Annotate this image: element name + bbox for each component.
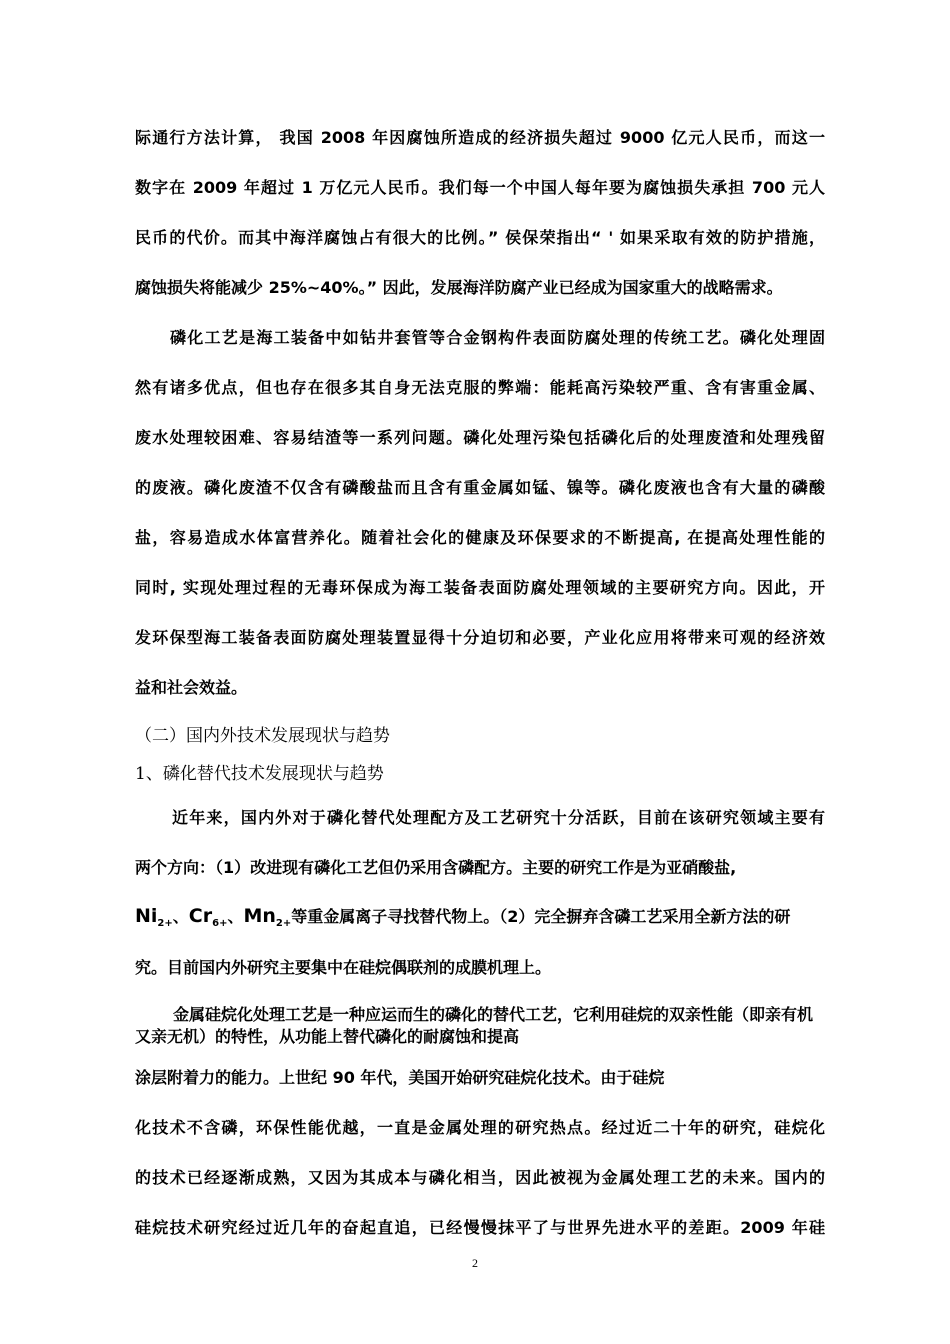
text-line: 数字在 2009 年超过 1 万亿元人民币。我们每一个中国人每年要为腐蚀损失承担 700 元人 <box>135 178 825 197</box>
text-line-ions <box>135 906 825 934</box>
text-line: 废水处理较困难、容易结渣等一系列问题。磷化处理污染包括磷化后的处理废渣和处理残留 <box>135 428 825 447</box>
ion-cr-charge: 6+ <box>212 918 228 930</box>
text-line: 同时, 实现处理过程的无毒环保成为海工装备表面防腐处理领域的主要研究方向。因此，开 <box>135 578 825 597</box>
ion-cr: Cr <box>188 905 213 927</box>
page-number: 2 <box>472 1256 478 1270</box>
text-line: 的废液。磷化废渣不仅含有磷酸盐而且含有重金属如锰、镍等。磷化废液也含有大量的磷酸 <box>135 478 825 497</box>
text-line: 际通行方法计算， 我国 2008 年因腐蚀所造成的经济损失超过 9000 亿元人民币，而这一 <box>135 128 825 147</box>
separator: 、 <box>227 907 244 926</box>
text-line: 的技术已经逐渐成熟，又因为其成本与磷化相当，因此被视为金属处理工艺的未来。国内的 <box>135 1168 825 1187</box>
text-line: 硅烷技术研究经过近几年的奋起直追，已经慢慢抹平了与世界先进水平的差距。2009 年硅 <box>135 1218 825 1237</box>
text-line: 究。目前国内外研究主要集中在硅烷偶联剂的成膜机理上。 <box>135 958 552 977</box>
text-line: 民币的代价。而其中海洋腐蚀占有很大的比例。” 侯保荣指出“ ' 如果采取有效的防护措施， <box>135 228 825 247</box>
ion-mn-charge: 2+ <box>275 918 292 930</box>
text-line: 益和社会效益。 <box>135 678 248 697</box>
text-line: 磷化工艺是海工装备中如钻井套管等合金钢构件表面防腐处理的传统工艺。磷化处理固 <box>170 328 825 347</box>
text-line: 化技术不含磷，环保性能优越，一直是金属处理的研究热点。经过近二十年的研究，硅烷化 <box>135 1118 825 1137</box>
text-line: 盐，容易造成水体富营养化。随着社会化的健康及环保要求的不断提高, 在提高处理性能的 <box>135 528 825 547</box>
text-line: 腐蚀损失将能减少 25%~40%。” 因此，发展海洋防腐产业已经成为国家重大的战略需求。 <box>135 278 783 297</box>
text-line: 涂层附着力的能力。上世纪 90 年代，美国开始研究硅烷化技术。由于硅烷 <box>135 1068 665 1087</box>
text-line: 然有诸多优点，但也存在很多其自身无法克服的弊端：能耗高污染较严重、含有害重金属、 <box>135 378 825 397</box>
text-rest: 等重金属离子寻找替代物上。（2）完全摒弃含磷工艺采用全新方法的研 <box>291 907 791 926</box>
section-heading: （二）国内外技术发展现状与趋势 <box>135 726 390 746</box>
text-line: 近年来，国内外对于磷化替代处理配方及工艺研究十分活跃，目前在该研究领域主要有 <box>172 808 825 827</box>
text-line: 发环保型海工装备表面防腐处理装置显得十分迫切和必要，产业化应用将带来可观的经济效 <box>135 628 825 647</box>
text-line: 两个方向：（1）改进现有磷化工艺但仍采用含磷配方。主要的研究工作是为亚硝酸盐, <box>135 858 737 877</box>
text-block: 金属硅烷化处理工艺是一种应运而生的磷化的替代工艺，它利用硅烷的双亲性能（即亲有机又亲无机）的特性，从功能上替代磷化的耐腐蚀和提高 <box>135 1005 814 1046</box>
ion-mn: Mn <box>243 905 276 927</box>
ion-ni-charge: 2+ <box>157 918 173 930</box>
separator: 、 <box>172 907 189 926</box>
subsection-heading: 1、磷化替代技术发展现状与趋势 <box>135 764 384 784</box>
ion-ni: Ni <box>135 905 158 927</box>
